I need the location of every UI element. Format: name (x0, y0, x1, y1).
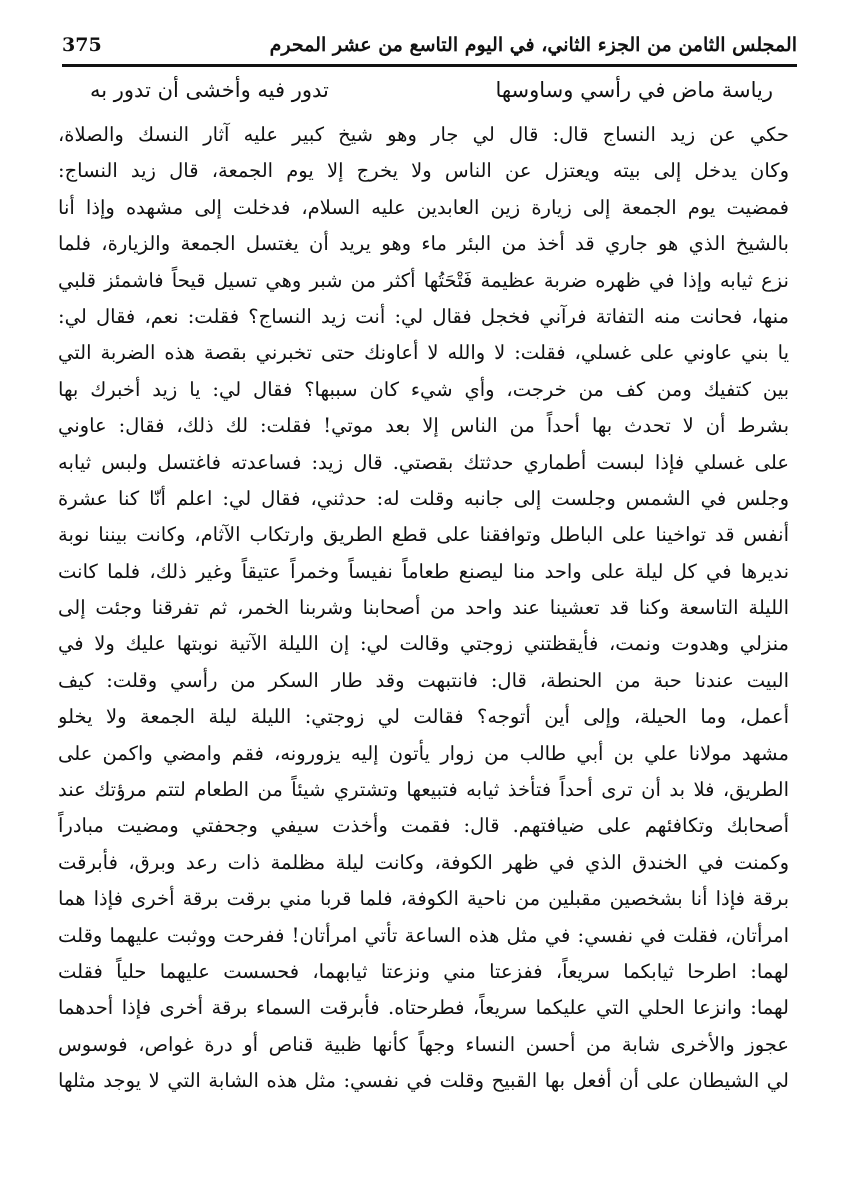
running-header (62, 28, 797, 62)
page-number: 375 (62, 34, 102, 56)
verse-second-hemistich: تدور فيه وأخشى أن تدور به (90, 78, 329, 102)
header-divider (62, 64, 797, 67)
text-line: وجلس في الشمس وجلست إلى جانبه وقلت له: حدثني، فقال لي: اعلم أنّا كنا عشرة (58, 486, 789, 510)
text-line: يا بني عاوني على غسلي، فقلت: لا والله لا أعاونك حتى تخبرني بقصة هذه الضربة التي (58, 341, 789, 365)
text-line: أنفس قد تواخينا على الباطل وتوافقنا على قطع الطريق وارتكاب الآثام، وكانت بيننا نوبة (58, 523, 789, 547)
text-line: حكي عن زيد النساج قال: قال لي جار وهو شيخ كبير عليه آثار النسك والصلاة، (58, 123, 789, 146)
text-line: وكمنت في الخندق الذي في ظهر الكوفة، وكانت ليلة مظلمة ذات رعد وبرق، فأبرقت (58, 850, 789, 874)
text-line: أعمل، وما الحيلة، وإلى أين أتوجه؟ فقالت لي زوجتي: الليلة ليلة الجمعة ولا يخلو (58, 705, 789, 729)
text-line: وكان يدخل إلى بيته ويعتزل عن الناس ولا يخرج إلا يوم الجمعة، قال زيد النساج: (58, 159, 789, 183)
text-line: لهما: اطرحا ثيابكما سريعاً، ففزعتا مني ونزعتا ثيابهما، فحسست عليهما حلياً فقلت (58, 959, 789, 983)
poetry-verse (90, 74, 773, 114)
text-line: فمضيت يوم الجمعة إلى زيارة زين العابدين عليه السلام، فدخلت إلى مشهده وإذا أنا (58, 195, 789, 219)
text-line: على غسلي فإذا لبست أطماري حدثتك بقصتي. قال زيد: فساعدته فاغتسل ولبس ثيابه (58, 450, 789, 474)
text-line: البيت عندنا حبة من الحنطة، قال: فانتبهت وقد طار السكر من رأسي وقلت: كيف (58, 668, 789, 692)
text-line: بالشيخ الذي هو جاري قد أخذ من البئر ماء وهو يريد أن يغتسل الجمعة والزيارة، فلما (58, 232, 789, 256)
text-line: بشرط أن لا تحدث بها أحداً من الناس إلا بعد موتي! فقلت: لك ذلك، فقال: عاوني (58, 414, 789, 438)
text-line: منزلي وهدوت ونمت، فأيقظتني زوجتي وقالت لي: إن الليلة الآتية نوبتها عليك ولا في (58, 632, 789, 656)
text-line: نديرها في كل ليلة على واحد منا ليصنع طعاماً نفيساً وخمراً عتيقاً وغير ذلك، فلما كانت (58, 559, 789, 583)
text-line: نزع ثيابه وإذا في ظهره ضربة عظيمة فَتْحَتُها أكثر من شبر وهي تسيل قيحاً فاشمئز قلبي (58, 268, 789, 292)
text-line: مشهد مولانا علي بن أبي طالب من زوار يأتون إليه يزورونه، فقم وامضي واكمن على (58, 741, 789, 765)
verse-first-hemistich: رياسة ماض في رأسي وساوسها (495, 78, 773, 102)
text-line: الطريق، فلا بد أن ترى أحداً فتأخذ ثيابه فتبيعها وتشتري شيئاً من الطعام لتتم مرؤتك عند (58, 778, 789, 802)
text-line: الليلة التاسعة وكنا قد تعشينا عند واحد من أصحابنا وشربنا الخمر، ثم تفرقنا وجئت إلى (58, 596, 789, 620)
text-line: منها، فحانت منه التفاتة فرآني فخجل فقال لي: أنت زيد النساج؟ فقلت: نعم، فقال لي: (58, 304, 789, 328)
body-text (58, 117, 789, 1100)
text-line: أصحابك وتكافئهم على ضيافتهم. قال: فقمت وأخذت سيفي وجحفتي ومضيت مبادراً (58, 814, 789, 838)
text-line: لي الشيطان على أن أفعل بها القبيح وقلت في نفسي: مثل هذه الشابة التي لا يوجد مثلها (58, 1069, 789, 1093)
text-line: برقة فإذا أنا بشخصين مقبلين من ناحية الكوفة، فلما قربا مني برقت برقة أخرى فإذا هما (58, 887, 789, 911)
text-line: بين كتفيك ومن كف من خرجت، وأي شيء كان سببها؟ فقال لي: يا زيد أخبرك بها (58, 377, 789, 401)
text-line: لهما: وانزعا الحلي التي عليكما سريعاً، فطرحتاه. فأبرقت السماء برقة أخرى فإذا أحدهما (58, 996, 789, 1020)
text-line: عجوز والأخرى شابة من أحسن النساء وجهاً كأنها ظبية قناص أو درة غواص، فوسوس (58, 1032, 789, 1056)
text-line: امرأتان، فقلت في نفسي: في مثل هذه الساعة تأتي امرأتان! ففرحت ووثبت عليهما وقلت (58, 923, 789, 947)
header-title: المجلس الثامن من الجزء الثاني، في اليوم التاسع من عشر المحرم (269, 34, 797, 56)
